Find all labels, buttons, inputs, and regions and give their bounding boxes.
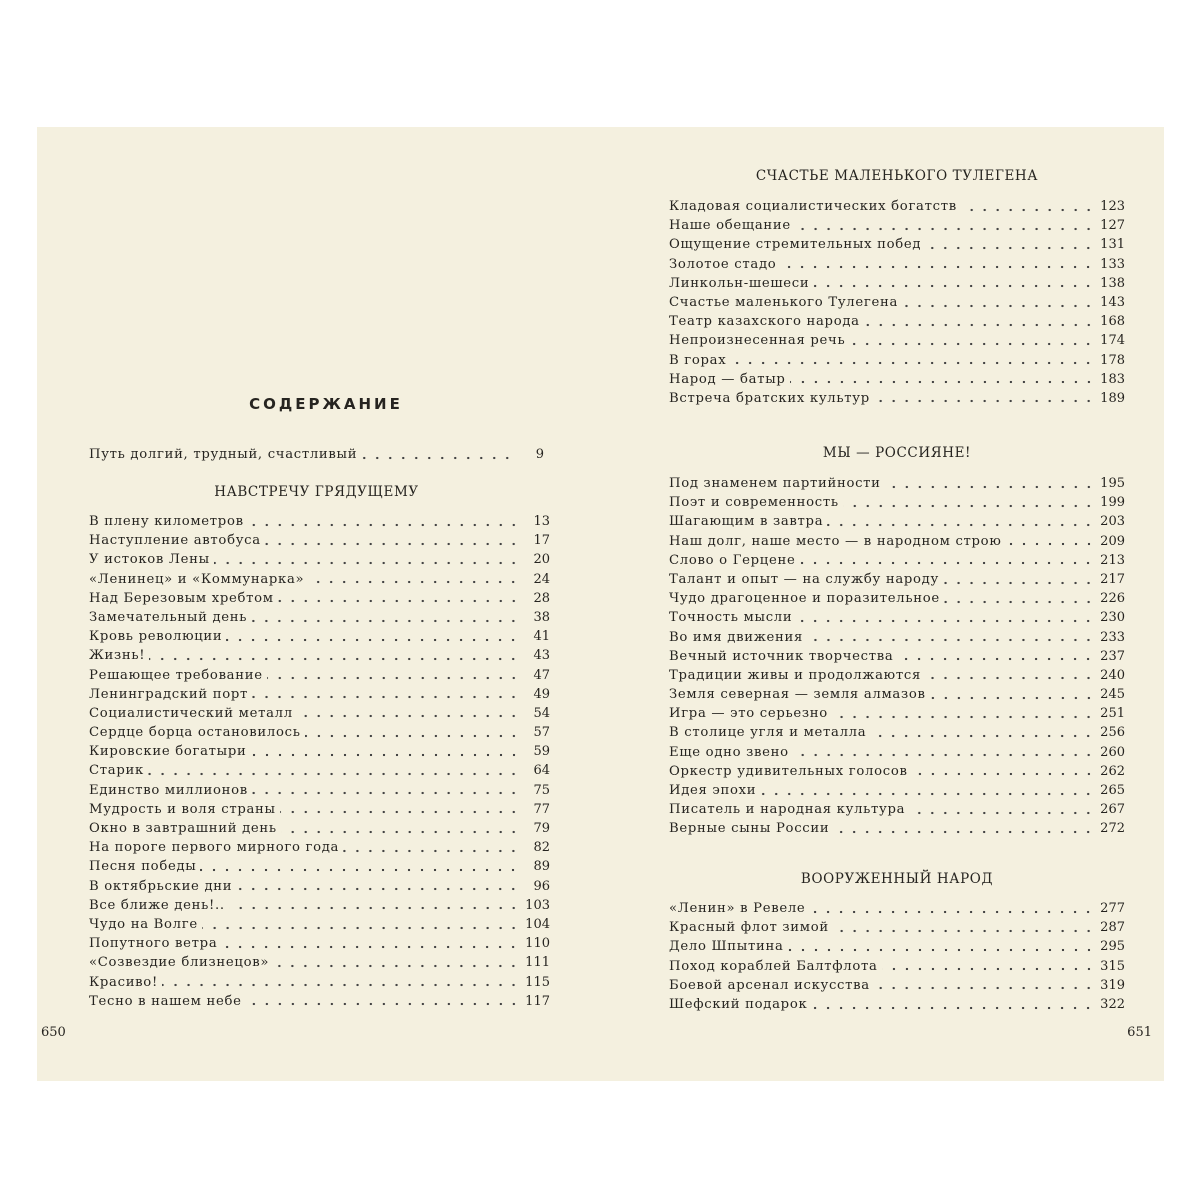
toc-entry-title: Поход кораблей Балтфлота — [669, 958, 878, 974]
dot-leader — [343, 849, 520, 853]
toc-entry-title: Точность мысли — [669, 610, 793, 626]
toc-entry-title: Жизнь! — [89, 648, 146, 664]
toc-entry-page: 13 — [533, 514, 550, 529]
dot-leader — [297, 714, 520, 718]
toc-entry-title: Единство миллионов — [89, 782, 248, 798]
toc-entry — [89, 589, 550, 608]
toc-entry — [89, 742, 550, 761]
dot-leader — [214, 561, 520, 565]
toc-entry — [89, 723, 550, 742]
toc-entry — [89, 877, 550, 896]
toc-entry-page: 178 — [1100, 352, 1125, 368]
section-title: НАВСТРЕЧУ ГРЯДУЩЕМУ — [214, 484, 419, 500]
dot-leader — [246, 1002, 520, 1006]
toc-entry-page: 111 — [525, 955, 550, 971]
toc-entry — [89, 857, 550, 876]
toc-entry-title: Игра — это серьезно — [669, 706, 828, 722]
toc-entry-title: Наше обещание — [669, 218, 791, 234]
toc-entry — [89, 800, 550, 819]
toc-entry-page: 64 — [533, 763, 550, 779]
toc-entry-title: Сердце борца остановилось — [89, 725, 301, 741]
toc-entry — [669, 331, 1125, 350]
dot-leader — [925, 246, 1095, 250]
dot-leader — [912, 772, 1095, 776]
toc-entry-page: 43 — [533, 648, 550, 664]
dot-leader — [795, 227, 1095, 231]
toc-entry — [669, 293, 1125, 312]
toc-entry — [669, 551, 1125, 570]
page-number: 650 — [41, 1025, 66, 1040]
toc-entry-page: 59 — [533, 744, 550, 760]
toc-entry-page: 267 — [1100, 802, 1125, 818]
dot-leader — [897, 657, 1095, 661]
dot-leader — [961, 208, 1095, 212]
toc-entry-page: 123 — [1100, 199, 1125, 214]
toc-entry — [89, 570, 550, 589]
toc-entry-page: 174 — [1100, 333, 1125, 349]
dot-leader — [273, 964, 520, 968]
toc-entry-title: Ленинградский порт — [89, 686, 248, 702]
toc-entry-title: Тесно в нашем небе — [89, 993, 242, 1009]
toc-entry — [89, 685, 550, 704]
toc-entry-page: 143 — [1100, 294, 1125, 310]
toc-entry — [89, 646, 550, 665]
dot-leader — [267, 676, 520, 680]
toc-entry — [89, 819, 550, 838]
toc-entry-title: Социалистический металл — [89, 705, 293, 721]
toc-entry-title: Над Березовым хребтом — [89, 590, 274, 606]
dot-leader — [308, 580, 520, 584]
toc-entry-page: 209 — [1100, 533, 1125, 549]
toc-entry-title: В октябрьские дни — [89, 878, 233, 894]
toc-entry-page: 133 — [1100, 256, 1125, 272]
toc-entry-title: Ощущение стремительных побед — [669, 237, 922, 253]
toc-entry — [669, 704, 1125, 723]
toc-entry — [669, 274, 1125, 293]
toc-entry — [669, 762, 1125, 781]
contents-heading: СОДЕРЖАНИЕ — [249, 395, 403, 413]
toc-entry — [669, 216, 1125, 235]
toc-entry — [669, 312, 1125, 331]
dot-leader — [793, 753, 1095, 757]
toc-entry — [669, 743, 1125, 762]
toc-entry — [669, 389, 1125, 408]
dot-leader — [251, 619, 520, 623]
toc-entry — [669, 370, 1125, 389]
toc-entry-title: Оркестр удивительных голосов — [669, 763, 908, 779]
dot-leader — [305, 734, 520, 738]
dot-leader — [265, 542, 520, 546]
toc-entry-title: Еще одно звено — [669, 744, 789, 760]
dot-leader — [902, 304, 1095, 308]
toc-list — [669, 474, 1125, 839]
toc-entry — [669, 570, 1125, 589]
dot-leader — [788, 948, 1095, 952]
dot-leader — [833, 929, 1095, 933]
toc-entry-page: 82 — [533, 840, 550, 856]
dot-leader — [148, 772, 520, 776]
dot-leader — [730, 361, 1095, 365]
dot-leader — [827, 523, 1095, 527]
dot-leader — [874, 986, 1095, 990]
dot-leader — [909, 811, 1095, 815]
toc-entry-page: 195 — [1100, 476, 1125, 491]
toc-entry-page: 127 — [1100, 218, 1125, 234]
toc-entry-title: Песня победы — [89, 859, 197, 875]
toc-entry — [669, 608, 1125, 627]
dot-leader — [925, 676, 1095, 680]
toc-entry-title: Верные сыны России — [669, 821, 830, 837]
dot-leader — [790, 380, 1095, 384]
intro-entry-list — [89, 445, 544, 464]
toc-entry-page: 20 — [533, 552, 550, 568]
dot-leader — [833, 830, 1095, 834]
toc-entry-page: 41 — [533, 629, 550, 645]
toc-entry-page: 96 — [533, 878, 550, 894]
dot-leader — [281, 830, 520, 834]
toc-entry-page: 287 — [1100, 920, 1125, 936]
toc-entry-title: На пороге первого мирного года — [89, 840, 340, 856]
toc-entry — [89, 627, 550, 646]
dot-leader — [251, 753, 521, 757]
toc-entry-page: 315 — [1100, 958, 1125, 974]
toc-entry-page: 38 — [533, 609, 550, 625]
dot-leader — [882, 967, 1095, 971]
toc-entry — [669, 995, 1125, 1014]
toc-entry — [669, 976, 1125, 995]
toc-entry-page: 79 — [533, 821, 550, 836]
toc-entry-page: 110 — [525, 936, 550, 952]
dot-leader — [796, 619, 1095, 623]
toc-entry-title: Путь долгий, трудный, счастливый — [89, 447, 358, 462]
toc-entry — [669, 351, 1125, 370]
toc-entry — [89, 512, 550, 531]
section-title: ВООРУЖЕННЫЙ НАРОД — [800, 871, 994, 887]
toc-entry-title: Старик — [89, 763, 144, 779]
dot-leader — [832, 715, 1095, 719]
dot-leader — [843, 504, 1095, 508]
toc-entry — [89, 838, 550, 857]
toc-entry — [89, 761, 550, 780]
toc-entry — [89, 704, 550, 723]
toc-entry-title: Писатель и народная культура — [669, 802, 906, 818]
toc-entry-page: 115 — [525, 974, 550, 990]
toc-entry — [89, 550, 550, 569]
toc-entry-title: Наш долг, наше место — в народном строю — [669, 533, 1002, 549]
toc-entry-title: Боевой арсенал искусства — [669, 977, 870, 993]
toc-entry-page: 103 — [525, 897, 550, 913]
toc-entry-page: 265 — [1100, 783, 1125, 798]
right-page — [637, 127, 1164, 1081]
dot-leader — [874, 399, 1095, 403]
toc-entry-page: 245 — [1100, 687, 1125, 703]
toc-entry-title: Кровь революции — [89, 629, 223, 645]
dot-leader — [1006, 542, 1096, 546]
toc-entry-title: Во имя движения — [669, 629, 804, 645]
toc-entry-page: 217 — [1100, 571, 1125, 587]
toc-entry-title: Мудрость и воля страны — [89, 801, 276, 817]
toc-entry-page: 199 — [1100, 495, 1125, 511]
dot-leader — [229, 906, 520, 910]
toc-entry — [89, 973, 550, 992]
dot-leader — [236, 887, 520, 891]
toc-entry — [669, 255, 1125, 274]
dot-leader — [809, 910, 1095, 914]
section-title: СЧАСТЬЕ МАЛЕНЬКОГО ТУЛЕГЕНА — [755, 168, 1039, 184]
toc-entry-page: 75 — [533, 782, 550, 798]
toc-entry — [669, 800, 1125, 819]
toc-entry-page: 262 — [1100, 763, 1125, 779]
toc-entry-title: Земля северная — земля алмазов — [669, 687, 926, 703]
dot-leader — [930, 696, 1095, 700]
toc-entry-title: В плену километров — [89, 514, 244, 529]
toc-entry-title: Окно в завтрашний день — [89, 821, 277, 836]
toc-entry-page: 9 — [535, 447, 544, 462]
toc-entry-page: 251 — [1100, 706, 1125, 722]
toc-entry-page: 272 — [1100, 821, 1125, 837]
toc-entry-title: Все ближе день!.. — [89, 897, 225, 913]
dot-leader — [149, 657, 520, 661]
toc-entry-title: Шефский подарок — [669, 996, 808, 1012]
toc-entry — [89, 666, 550, 685]
dot-leader — [799, 561, 1095, 565]
toc-entry-title: Шагающим в завтра — [669, 514, 824, 530]
toc-entry-title: Счастье маленького Тулегена — [669, 294, 899, 310]
toc-entry — [669, 781, 1125, 800]
toc-entry-title: Наступление автобуса — [89, 533, 261, 549]
toc-entry-page: 104 — [525, 916, 550, 932]
dot-leader — [252, 791, 520, 795]
toc-entry-title: Вечный источник творчества — [669, 648, 894, 664]
toc-entry-title: Чудо драгоценное и поразительное — [669, 591, 940, 607]
dot-leader — [760, 792, 1095, 796]
toc-entry-title: Встреча братских культур — [669, 390, 870, 406]
toc-entry-page: 295 — [1100, 939, 1125, 955]
toc-entry-title: «Ленин» в Ревеле — [669, 901, 806, 916]
toc-entry — [89, 953, 550, 972]
dot-leader — [885, 485, 1095, 489]
dot-leader — [202, 926, 520, 930]
dot-leader — [864, 323, 1095, 327]
toc-entry-title: Замечательный день — [89, 609, 248, 625]
toc-entry-title: В столице угля и металла — [669, 725, 867, 741]
toc-entry — [89, 915, 550, 934]
toc-entry-page: 54 — [533, 705, 550, 721]
toc-list — [669, 197, 1125, 408]
dot-leader — [252, 695, 520, 699]
toc-entry — [669, 235, 1125, 254]
toc-entry — [669, 723, 1125, 742]
toc-entry — [89, 934, 550, 953]
toc-entry — [669, 589, 1125, 608]
toc-entry-title: Традиции живы и продолжаются — [669, 667, 921, 683]
toc-entry-page: 233 — [1100, 629, 1125, 645]
book-spine — [615, 127, 637, 1081]
toc-entry-page: 237 — [1100, 648, 1125, 664]
dot-leader — [870, 734, 1095, 738]
toc-entry-title: Народ — батыр — [669, 371, 786, 387]
toc-entry-page: 24 — [533, 571, 550, 587]
dot-leader — [278, 599, 520, 603]
toc-entry-page: 183 — [1100, 371, 1125, 387]
toc-entry — [89, 531, 550, 550]
toc-entry-title: В горах — [669, 352, 727, 368]
toc-entry-page: 131 — [1100, 237, 1125, 253]
toc-entry-title: Красиво! — [89, 974, 158, 990]
toc-entry-title: Красный флот зимой — [669, 920, 829, 936]
toc-entry-page: 89 — [533, 859, 550, 875]
toc-entry-page: 213 — [1100, 552, 1125, 568]
dot-leader — [849, 342, 1095, 346]
toc-entry-title: У истоков Лены — [89, 552, 210, 568]
toc-entry-title: Талант и опыт — на службу народу — [669, 571, 939, 587]
dot-leader — [807, 638, 1095, 642]
toc-entry-page: 203 — [1100, 514, 1125, 530]
toc-entry — [669, 957, 1125, 976]
toc-entry-title: Попутного ветра — [89, 936, 218, 952]
toc-entry — [669, 666, 1125, 685]
toc-entry-page: 17 — [533, 533, 550, 549]
toc-entry-title: Слово о Герцене — [669, 552, 796, 568]
toc-entry-title: Золотое стадо — [669, 256, 777, 272]
dot-leader — [221, 945, 520, 949]
toc-entry — [669, 474, 1125, 493]
dot-leader — [943, 581, 1095, 585]
toc-entry-page: 322 — [1100, 996, 1125, 1012]
toc-entry-title: «Ленинец» и «Коммунарка» — [89, 571, 305, 587]
toc-entry-title: Решающее требование — [89, 667, 263, 683]
toc-entry — [89, 781, 550, 800]
toc-entry-title: Кладовая социалистических богатств — [669, 199, 957, 214]
toc-entry — [669, 918, 1125, 937]
toc-entry — [89, 896, 550, 915]
toc-entry-title: Дело Шпытина — [669, 939, 784, 955]
toc-entry-page: 256 — [1100, 725, 1125, 741]
dot-leader — [361, 456, 514, 460]
toc-entry — [669, 937, 1125, 956]
toc-list — [89, 512, 550, 1011]
toc-entry-page: 28 — [533, 590, 550, 606]
toc-entry-page: 319 — [1100, 977, 1125, 993]
toc-entry-title: Непроизнесенная речь — [669, 333, 846, 349]
toc-entry — [669, 628, 1125, 647]
toc-entry-title: Кировские богатыри — [89, 744, 247, 760]
left-page — [37, 127, 615, 1081]
toc-entry — [669, 512, 1125, 531]
dot-leader — [780, 265, 1095, 269]
toc-list — [669, 899, 1125, 1014]
toc-entry-title: Театр казахского народа — [669, 314, 860, 330]
toc-entry-page: 260 — [1100, 744, 1125, 760]
toc-entry-page: 138 — [1100, 275, 1125, 291]
dot-leader — [200, 868, 520, 872]
toc-entry — [669, 647, 1125, 666]
toc-entry — [669, 532, 1125, 551]
toc-entry-page: 47 — [533, 667, 550, 683]
section-title: МЫ — РОССИЯНЕ! — [822, 445, 972, 461]
toc-entry-page: 117 — [525, 993, 550, 1009]
toc-entry — [669, 685, 1125, 704]
dot-leader — [280, 810, 520, 814]
toc-entry-title: «Созвездие близнецов» — [89, 955, 270, 971]
dot-leader — [944, 600, 1095, 604]
toc-entry — [89, 445, 544, 464]
toc-entry-page: 77 — [533, 801, 550, 817]
toc-entry-page: 230 — [1100, 610, 1125, 626]
toc-entry-page: 277 — [1100, 901, 1125, 916]
toc-entry-page: 226 — [1100, 591, 1125, 607]
toc-entry-page: 57 — [533, 725, 550, 741]
toc-entry-title: Чудо на Волге — [89, 916, 198, 932]
toc-entry — [669, 819, 1125, 838]
toc-entry — [89, 992, 550, 1011]
dot-leader — [811, 1006, 1095, 1010]
dot-leader — [226, 638, 520, 642]
toc-entry — [669, 197, 1125, 216]
toc-entry-title: Поэт и современность — [669, 495, 839, 511]
toc-entry — [669, 493, 1125, 512]
toc-entry-title: Идея эпохи — [669, 783, 757, 798]
toc-entry-page: 49 — [533, 686, 550, 702]
dot-leader — [813, 284, 1095, 288]
toc-entry-page: 189 — [1100, 390, 1125, 406]
toc-entry-page: 240 — [1100, 667, 1125, 683]
dot-leader — [162, 983, 520, 987]
toc-entry — [669, 899, 1125, 918]
page-number: 651 — [1127, 1025, 1152, 1040]
dot-leader — [248, 523, 520, 527]
toc-entry-title: Линкольн-шешеси — [669, 275, 810, 291]
toc-entry-title: Под знаменем партийности — [669, 476, 881, 491]
toc-entry — [89, 608, 550, 627]
toc-entry-page: 168 — [1100, 314, 1125, 330]
